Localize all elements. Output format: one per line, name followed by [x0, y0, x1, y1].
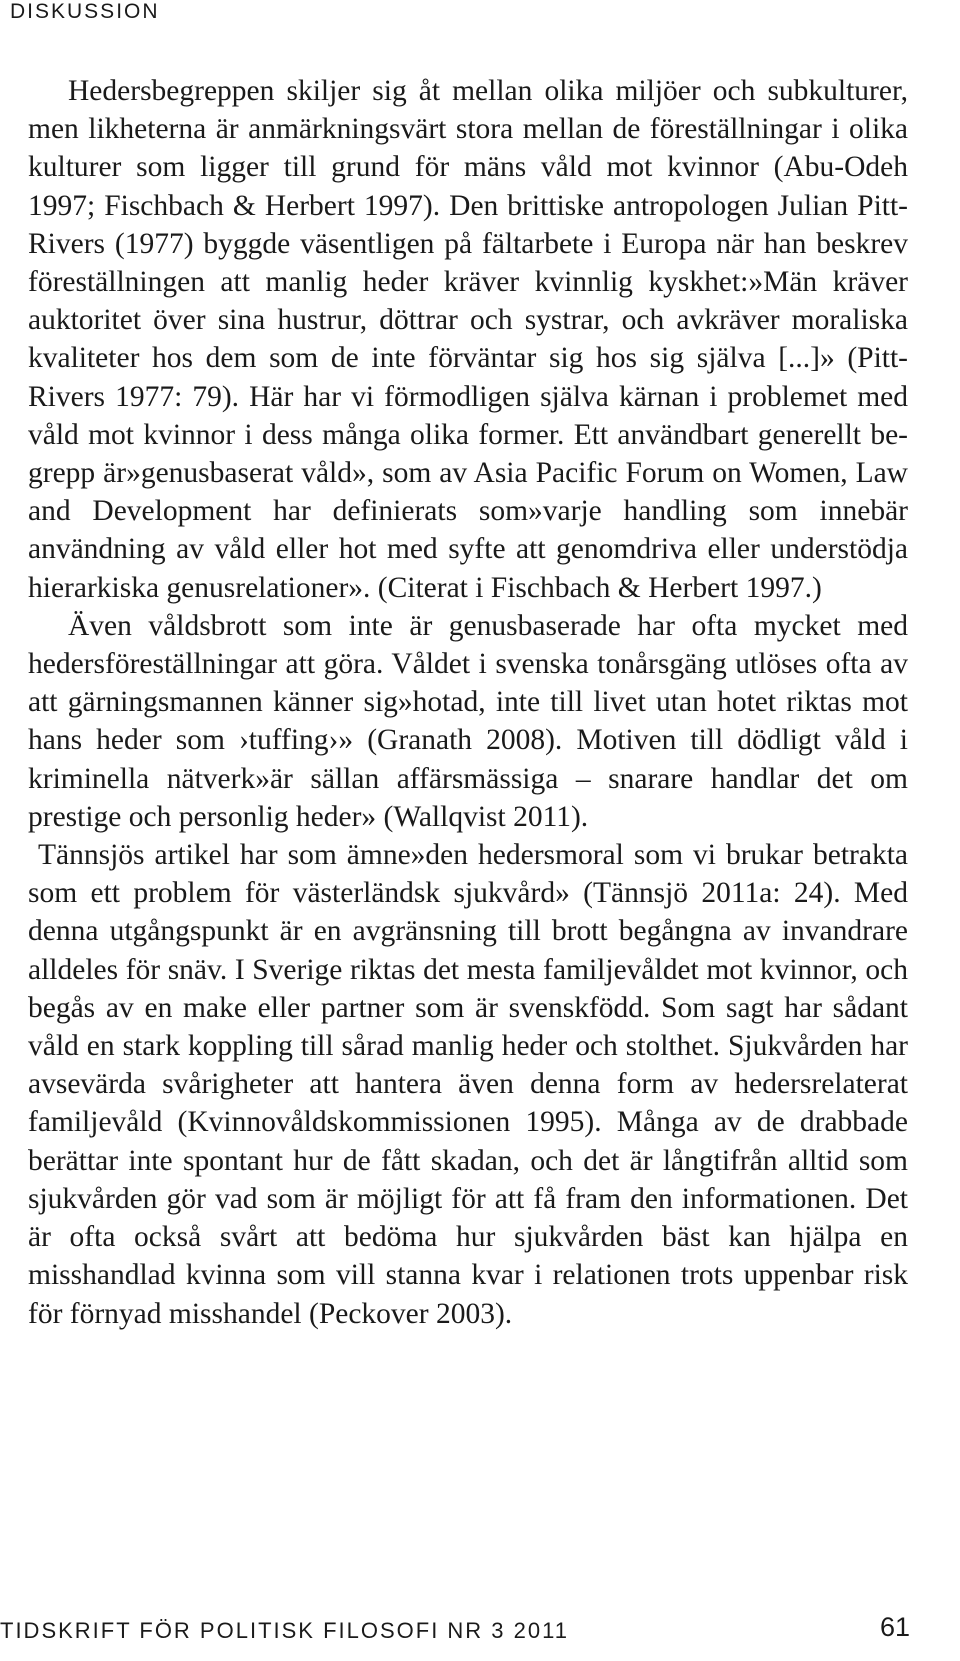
- paragraph-1: Hedersbegreppen skiljer sig åt mellan olika miljöer och subkulturer, men likheterna är anmärkningsvärt stora mellan de föreställningar i olika kulturer som ligger till grund för mäns våld mot kvinnor (Abu-Odeh 1997; Fischbach & Herbert 1997). Den brittiske antropologen Julian Pitt-Rivers (1977) byggde väsentligen på fältarbete i Europa när han beskrev föreställningen att manlig heder kräver kvinnlig kyskhet:»Män kräver auktoritet över sina hustrur, döttrar och systrar, och avkräver moraliska kvaliteter hos dem som de inte förväntar sig hos sig själva [...]» (Pitt-Rivers 1977: 79). Här har vi förmodligen själva kärnan i problemet med våld mot kvinnor i dess många olika former. Ett användbart generellt begrepp är»genusbaserat våld», som av Asia Pacific Forum on Women, Law and Development har definierats som»varje handling som innebär användning av våld eller hot med syfte att genomdriva eller understödja hierarkiska genusrelationer». (Citerat i Fischbach & Herbert 1997.): [28, 75, 908, 604]
- paragraph-3: Tännsjös artikel har som ämne»den hedersmoral som vi brukar betrakta som ett problem för västerländsk sjukvård» (Tännsjö 2011a: 24). Med denna utgångspunkt är en avgränsning till brott begångna av invandrare alldeles för snäv. I Sverige riktas det mesta familjevåldet mot kvinnor, och begås av en make eller partner som är svenskfödd. Som sagt har sådant våld en stark koppling till sårad manlig heder och stolthet. Sjukvården har avsevärda svårigheter att hantera även denna form av hedersrelaterat familjevåld (Kvinnovåldskommissionen 1995). Många av de drabbade berättar inte spontant hur de fått skadan, och det är långtifrån alltid som sjukvården gör vad som är möjligt för att få fram den informationen. Det är ofta också svårt att bedöma hur sjukvården bäst kan hjälpa en misshandlad kvinna som vill stanna kvar i relationen trots uppenbar risk för förnyad misshandel (Peckover 2003).: [28, 839, 908, 1330]
- paragraph-2: Även våldsbrott som inte är genusbaserade har ofta mycket med hedersföreställningar att göra. Våldet i svenska tonårsgäng utlöses ofta av att gärningsmannen känner sig»hotad, inte till livet utan hotet riktas mot hans heder som ›tuffing›» (Granath 2008). Motiven till dödligt våld i kriminella nätverk»är sällan affärsmässiga – snarare handlar det om prestige och personlig heder» (Wallqvist 2011).: [28, 609, 908, 833]
- page-number: 61: [879, 1612, 910, 1642]
- article-body: [28, 72, 908, 1333]
- section-header: DISKUSSION: [10, 0, 160, 23]
- journal-footer: TIDSKRIFT FÖR POLITISK FILOSOFI NR 3 2011: [0, 1618, 569, 1643]
